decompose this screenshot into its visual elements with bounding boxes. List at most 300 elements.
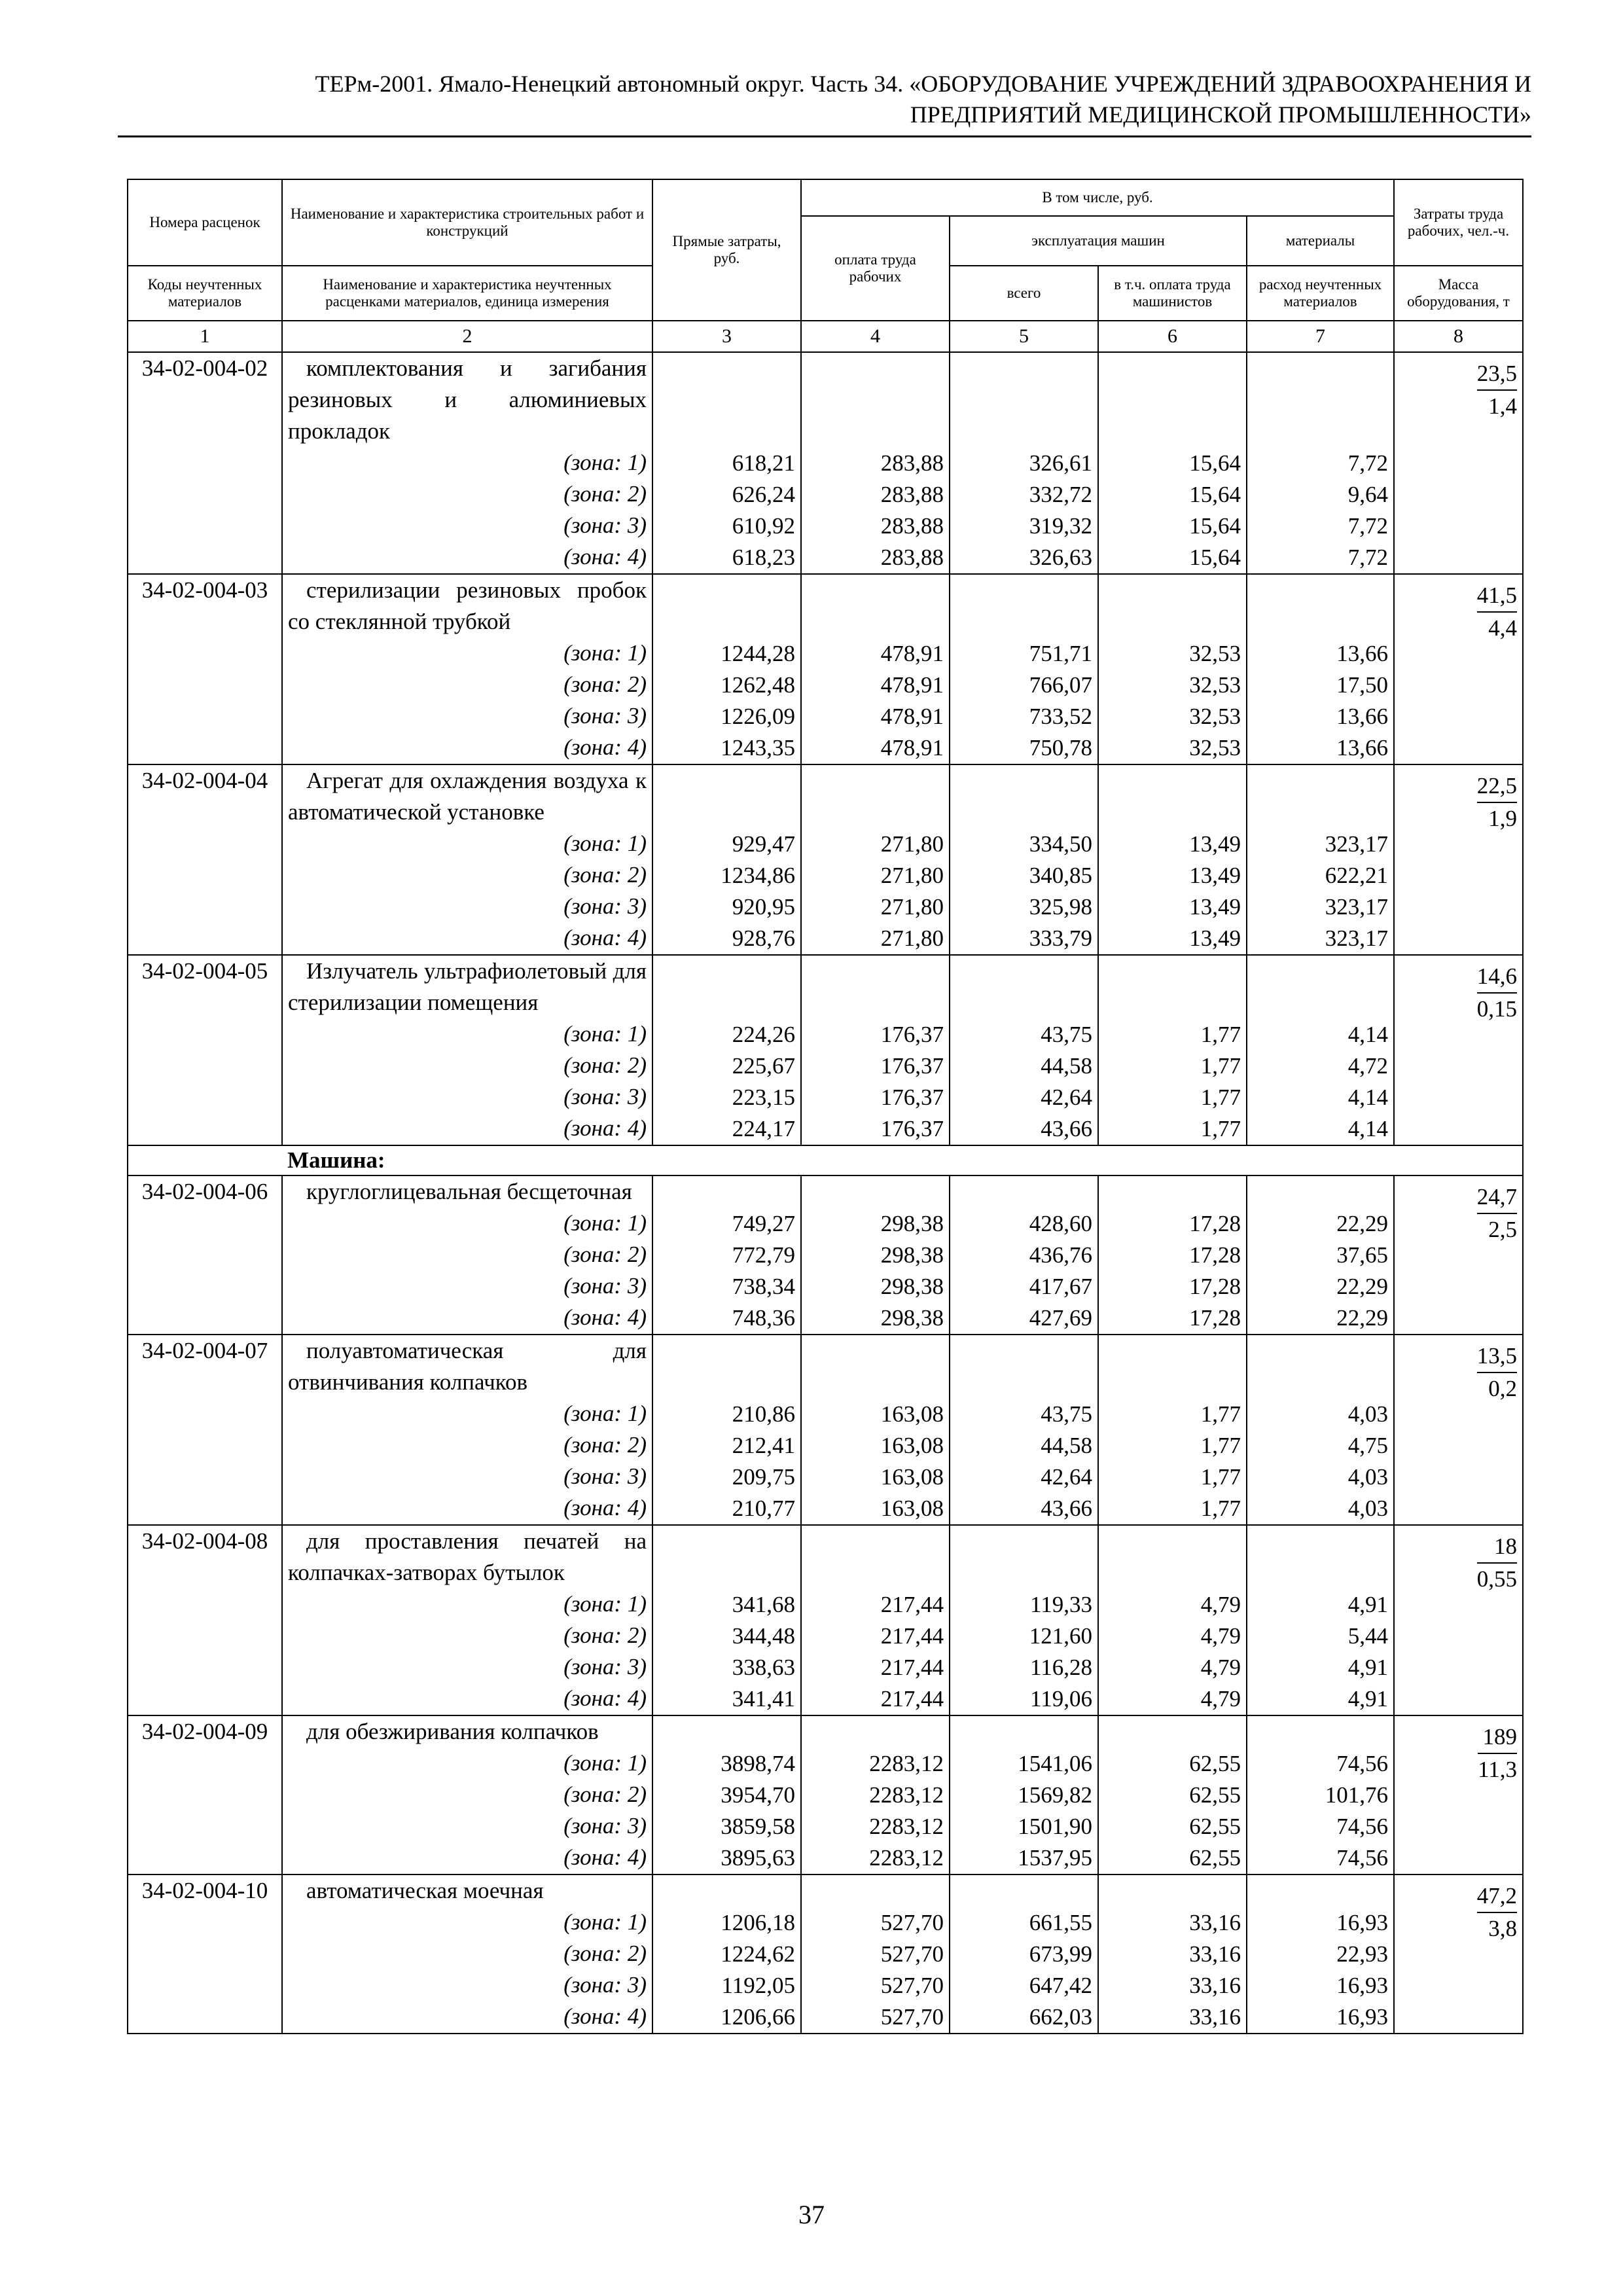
- cell-value: 271,80: [880, 925, 944, 951]
- col-machines: эксплуатация машин: [950, 216, 1247, 266]
- col-num: 7: [1247, 321, 1394, 352]
- cell-value: 340,85: [1029, 863, 1092, 888]
- item-cell: [282, 1335, 652, 1525]
- cell-value: 478,91: [880, 735, 944, 761]
- cell-value: 283,88: [880, 545, 944, 570]
- machinist-pay: [1098, 764, 1247, 955]
- zone-label: (зона: 1): [563, 1021, 647, 1047]
- item-name: автоматическая моечная: [306, 1878, 544, 1903]
- cell-value: 733,52: [1029, 704, 1092, 729]
- table-row: [128, 1715, 1523, 1874]
- cell-value: 13,66: [1336, 704, 1389, 729]
- labor-pay: [801, 1335, 950, 1525]
- cell-value: 1226,09: [721, 704, 795, 729]
- cell-value: 4,91: [1347, 1592, 1389, 1617]
- col-num: 1: [128, 321, 282, 352]
- labor-hours: 14,6: [1477, 961, 1517, 994]
- cell-value: 7,72: [1347, 450, 1389, 476]
- cell-value: 428,60: [1029, 1211, 1092, 1236]
- col-num: 3: [652, 321, 801, 352]
- direct-cost: [652, 955, 801, 1145]
- cell-value: 22,29: [1336, 1305, 1389, 1331]
- cell-value: 323,17: [1325, 925, 1389, 951]
- cell-value: 44,58: [1041, 1053, 1092, 1079]
- cell-value: 478,91: [880, 704, 944, 729]
- cell-value: 119,06: [1030, 1686, 1092, 1712]
- cell-value: 417,67: [1029, 1274, 1092, 1299]
- cell-value: 323,17: [1325, 894, 1389, 920]
- cell-value: 13,66: [1336, 735, 1389, 761]
- cell-value: 119,33: [1030, 1592, 1092, 1617]
- col2-bot: Наименование и характеристика неучтенных расценками материалов, единица измерения: [282, 266, 652, 321]
- cell-value: 766,07: [1029, 672, 1092, 698]
- labor-mass-fraction: [1477, 961, 1517, 1025]
- equipment-mass: 0,2: [1488, 1376, 1518, 1401]
- materials: [1247, 352, 1394, 574]
- zone-label: (зона: 4): [563, 1844, 647, 1870]
- direct-cost: [652, 764, 801, 955]
- cell-value: 7,72: [1347, 545, 1389, 570]
- materials: [1247, 764, 1394, 955]
- zone-label: (зона: 1): [563, 1401, 647, 1426]
- zone-label: (зона: 1): [563, 1750, 647, 1776]
- rate-code: 34-02-004-05: [128, 955, 282, 1145]
- col-num: 5: [950, 321, 1098, 352]
- cell-value: 4,91: [1347, 1686, 1389, 1712]
- cell-value: 74,56: [1336, 1751, 1389, 1776]
- zone-label: (зона: 2): [563, 1623, 647, 1648]
- machine-total: [950, 1874, 1098, 2034]
- cell-value: 62,55: [1189, 1814, 1241, 1839]
- item-name: круглоглицевальная бесщеточная: [306, 1179, 632, 1204]
- cell-value: 16,93: [1336, 2004, 1389, 2030]
- cell-value: 749,27: [732, 1211, 795, 1236]
- labor-hours: 47,2: [1477, 1880, 1517, 1913]
- cell-value: 43,75: [1041, 1401, 1092, 1427]
- labor-pay: [801, 574, 950, 764]
- cell-value: 626,24: [732, 482, 795, 507]
- cell-value: 217,44: [880, 1592, 944, 1617]
- item-cell: [282, 1715, 652, 1874]
- machine-total: [950, 352, 1098, 574]
- cell-value: 224,17: [732, 1116, 795, 1141]
- cell-value: 4,14: [1347, 1085, 1389, 1110]
- cell-value: 37,65: [1336, 1242, 1389, 1268]
- cell-value: 647,42: [1029, 1973, 1092, 1998]
- machinist-pay: [1098, 1175, 1247, 1335]
- machine-total: [950, 574, 1098, 764]
- rate-code: 34-02-004-03: [128, 574, 282, 764]
- cell-value: 4,03: [1347, 1401, 1389, 1427]
- cell-value: 344,48: [732, 1623, 795, 1649]
- cell-value: 738,34: [732, 1274, 795, 1299]
- cell-value: 209,75: [732, 1464, 795, 1490]
- labor-pay: [801, 764, 950, 955]
- cell-value: 527,70: [880, 1941, 944, 1967]
- cell-value: 527,70: [880, 1910, 944, 1935]
- table-row: [128, 574, 1523, 764]
- item-name: полуавтоматическая для отвинчивания колпачков: [288, 1338, 647, 1395]
- cell-value: 3895,63: [721, 1845, 795, 1871]
- cell-value: 928,76: [732, 925, 795, 951]
- zone-label: (зона: 1): [563, 1591, 647, 1617]
- labor-mass-fraction: [1477, 580, 1517, 644]
- page-number: 37: [798, 2200, 825, 2229]
- cell-value: 101,76: [1325, 1782, 1389, 1808]
- cell-value: 74,56: [1336, 1845, 1389, 1871]
- cell-value: 283,88: [880, 482, 944, 507]
- zone-label: (зона: 3): [563, 893, 647, 919]
- cell-value: 17,28: [1189, 1242, 1241, 1268]
- cell-value: 283,88: [880, 513, 944, 539]
- cell-value: 323,17: [1325, 831, 1389, 857]
- cell-value: 4,75: [1347, 1433, 1389, 1458]
- cell-value: 325,98: [1029, 894, 1092, 920]
- cell-value: 210,77: [732, 1496, 795, 1521]
- col-num: 6: [1098, 321, 1247, 352]
- zone-label: (зона: 4): [563, 1685, 647, 1711]
- item-name: Излучатель ультрафиолетовый для стерилизации помещения: [288, 958, 647, 1015]
- materials: [1247, 1715, 1394, 1874]
- machine-total: [950, 1175, 1098, 1335]
- machine-total: [950, 1715, 1098, 1874]
- cell-value: 478,91: [880, 641, 944, 666]
- materials: [1247, 1525, 1394, 1715]
- item-cell: [282, 574, 652, 764]
- labor-mass-cell: [1394, 1175, 1523, 1335]
- cell-value: 298,38: [880, 1274, 944, 1299]
- cell-value: 176,37: [880, 1116, 944, 1141]
- cell-value: 13,66: [1336, 641, 1389, 666]
- cell-value: 929,47: [732, 831, 795, 857]
- zone-label: (зона: 4): [563, 1495, 647, 1520]
- zone-label: (зона: 4): [563, 544, 647, 569]
- zone-label: (зона: 1): [563, 831, 647, 856]
- cell-value: 43,66: [1041, 1116, 1092, 1141]
- cell-value: 2283,12: [869, 1814, 944, 1839]
- cell-value: 618,21: [732, 450, 795, 476]
- labor-mass-cell: [1394, 574, 1523, 764]
- cell-value: 163,08: [880, 1433, 944, 1458]
- machine-total: [950, 764, 1098, 955]
- zone-label: (зона: 2): [563, 1782, 647, 1807]
- section-label: Машина:: [282, 1145, 1523, 1175]
- cell-value: 42,64: [1041, 1085, 1092, 1110]
- zone-label: (зона: 1): [563, 640, 647, 666]
- cell-value: 16,93: [1336, 1910, 1389, 1935]
- cell-value: 622,21: [1325, 863, 1389, 888]
- labor-mass-fraction: [1477, 1880, 1517, 1945]
- cell-value: 1243,35: [721, 735, 795, 761]
- col5: всего: [950, 266, 1098, 321]
- col-incl: В том числе, руб.: [801, 179, 1394, 216]
- cell-value: 1,77: [1200, 1464, 1241, 1490]
- labor-hours: 18: [1477, 1531, 1517, 1564]
- col6: в т.ч. оплата труда машинистов: [1098, 266, 1247, 321]
- col-num: 2: [282, 321, 652, 352]
- col-num: 4: [801, 321, 950, 352]
- labor-mass-cell: [1394, 764, 1523, 955]
- equipment-mass: 0,55: [1476, 1566, 1518, 1592]
- rate-code: 34-02-004-07: [128, 1335, 282, 1525]
- cell-value: 13,49: [1189, 894, 1241, 920]
- cell-value: 1,77: [1200, 1496, 1241, 1521]
- labor-pay: [801, 1525, 950, 1715]
- item-cell: [282, 1874, 652, 2034]
- col7: расход неучтенных материалов: [1247, 266, 1394, 321]
- cell-value: 176,37: [880, 1053, 944, 1079]
- table-row: [128, 352, 1523, 574]
- col3: Прямые затраты, руб.: [652, 179, 801, 321]
- cell-value: 1,77: [1200, 1116, 1241, 1141]
- zone-label: (зона: 3): [563, 1084, 647, 1109]
- cell-value: 121,60: [1029, 1623, 1092, 1649]
- cell-value: 217,44: [880, 1655, 944, 1680]
- cell-value: 62,55: [1189, 1845, 1241, 1871]
- direct-cost: [652, 1335, 801, 1525]
- machinist-pay: [1098, 352, 1247, 574]
- zone-label: (зона: 4): [563, 1115, 647, 1141]
- rate-code: 34-02-004-06: [128, 1175, 282, 1335]
- zone-label: (зона: 1): [563, 1909, 647, 1935]
- cell-value: 341,41: [732, 1686, 795, 1712]
- cell-value: 751,71: [1029, 641, 1092, 666]
- cell-value: 223,15: [732, 1085, 795, 1110]
- cell-value: 662,03: [1029, 2004, 1092, 2030]
- cell-value: 610,92: [732, 513, 795, 539]
- labor-mass-cell: [1394, 1335, 1523, 1525]
- cell-value: 176,37: [880, 1022, 944, 1047]
- direct-cost: [652, 574, 801, 764]
- col1-bot: Коды неучтенных материалов: [128, 266, 282, 321]
- cell-value: 32,53: [1189, 672, 1241, 698]
- cell-value: 62,55: [1189, 1751, 1241, 1776]
- labor-mass-fraction: [1477, 1181, 1517, 1246]
- cell-value: 748,36: [732, 1305, 795, 1331]
- cell-value: 3954,70: [721, 1782, 795, 1808]
- cell-value: 326,61: [1029, 450, 1092, 476]
- labor-mass-cell: [1394, 352, 1523, 574]
- cell-value: 74,56: [1336, 1814, 1389, 1839]
- col4: оплата труда рабочих: [801, 216, 950, 321]
- labor-mass-fraction: [1477, 770, 1517, 834]
- cell-value: 210,86: [732, 1401, 795, 1427]
- cell-value: 163,08: [880, 1464, 944, 1490]
- rate-code: 34-02-004-08: [128, 1525, 282, 1715]
- col8-bot: Масса оборудования, т: [1394, 266, 1523, 321]
- zone-label: (зона: 4): [563, 734, 647, 760]
- cell-value: 16,93: [1336, 1973, 1389, 1998]
- cell-value: 298,38: [880, 1242, 944, 1268]
- cell-value: 1262,48: [721, 672, 795, 698]
- zone-label: (зона: 4): [563, 925, 647, 950]
- materials: [1247, 955, 1394, 1145]
- cell-value: 32,53: [1189, 704, 1241, 729]
- cell-value: 1,77: [1200, 1022, 1241, 1047]
- cell-value: 15,64: [1189, 545, 1241, 570]
- item-cell: [282, 352, 652, 574]
- cell-value: 4,14: [1347, 1116, 1389, 1141]
- cell-value: 1,77: [1200, 1433, 1241, 1458]
- cell-value: 271,80: [880, 863, 944, 888]
- cell-value: 298,38: [880, 1211, 944, 1236]
- cell-value: 5,44: [1347, 1623, 1389, 1649]
- cell-value: 33,16: [1189, 1973, 1241, 1998]
- cell-value: 212,41: [732, 1433, 795, 1458]
- labor-hours: 22,5: [1477, 770, 1517, 803]
- cell-value: 750,78: [1029, 735, 1092, 761]
- labor-hours: 41,5: [1477, 580, 1517, 613]
- machinist-pay: [1098, 955, 1247, 1145]
- labor-mass-fraction: [1477, 1531, 1517, 1595]
- cell-value: 15,64: [1189, 482, 1241, 507]
- cell-value: 32,53: [1189, 641, 1241, 666]
- item-name: комплектования и загибания резиновых и алюминиевых прокладок: [288, 355, 647, 444]
- cell-value: 3859,58: [721, 1814, 795, 1839]
- page-header: [118, 69, 1531, 137]
- labor-pay: [801, 955, 950, 1145]
- labor-hours: 13,5: [1477, 1340, 1517, 1373]
- direct-cost: [652, 1874, 801, 2034]
- cell-value: 116,28: [1030, 1655, 1092, 1680]
- cell-value: 1234,86: [721, 863, 795, 888]
- cell-value: 618,23: [732, 545, 795, 570]
- cell-value: 661,55: [1029, 1910, 1092, 1935]
- cell-value: 22,93: [1336, 1941, 1389, 1967]
- cell-value: 13,49: [1189, 863, 1241, 888]
- cell-value: 1192,05: [721, 1973, 795, 1998]
- cell-value: 4,03: [1347, 1496, 1389, 1521]
- cell-value: 62,55: [1189, 1782, 1241, 1808]
- cell-value: 478,91: [880, 672, 944, 698]
- zone-label: (зона: 1): [563, 450, 647, 475]
- cell-value: 527,70: [880, 1973, 944, 1998]
- cell-value: 3898,74: [721, 1751, 795, 1776]
- cell-value: 326,63: [1029, 545, 1092, 570]
- cell-value: 2283,12: [869, 1845, 944, 1871]
- cell-value: 1501,90: [1018, 1814, 1092, 1839]
- machine-total: [950, 955, 1098, 1145]
- zone-label: (зона: 2): [563, 862, 647, 888]
- cell-value: 32,53: [1189, 735, 1241, 761]
- cell-value: 1541,06: [1018, 1751, 1092, 1776]
- cell-value: 338,63: [732, 1655, 795, 1680]
- zone-label: (зона: 3): [563, 1463, 647, 1489]
- cell-value: 271,80: [880, 831, 944, 857]
- cell-value: 224,26: [732, 1022, 795, 1047]
- cell-value: 44,58: [1041, 1433, 1092, 1458]
- cell-value: 2283,12: [869, 1751, 944, 1776]
- cell-value: 271,80: [880, 894, 944, 920]
- direct-cost: [652, 352, 801, 574]
- zone-label: (зона: 3): [563, 1273, 647, 1299]
- cell-value: 2283,12: [869, 1782, 944, 1808]
- cell-value: 1,77: [1200, 1085, 1241, 1110]
- equipment-mass: 1,9: [1488, 806, 1518, 831]
- table-row: [128, 1874, 1523, 2034]
- cell-value: 43,66: [1041, 1496, 1092, 1521]
- cell-value: 17,50: [1336, 672, 1389, 698]
- cell-value: 332,72: [1029, 482, 1092, 507]
- cell-value: 4,79: [1200, 1686, 1241, 1712]
- cell-value: 283,88: [880, 450, 944, 476]
- item-name: стерилизации резиновых пробок со стеклянной трубкой: [288, 577, 647, 634]
- equipment-mass: 2,5: [1488, 1217, 1518, 1242]
- table-row: [128, 1175, 1523, 1335]
- rate-code: 34-02-004-10: [128, 1874, 282, 2034]
- cell-value: 225,67: [732, 1053, 795, 1079]
- cell-value: 7,72: [1347, 513, 1389, 539]
- labor-mass-cell: [1394, 955, 1523, 1145]
- item-cell: [282, 1175, 652, 1335]
- machinist-pay: [1098, 1335, 1247, 1525]
- cell-value: 427,69: [1029, 1305, 1092, 1331]
- zone-label: (зона: 4): [563, 1304, 647, 1330]
- cell-value: 4,79: [1200, 1592, 1241, 1617]
- cell-value: 920,95: [732, 894, 795, 920]
- cell-value: 17,28: [1189, 1274, 1241, 1299]
- zone-label: (зона: 3): [563, 703, 647, 728]
- cell-value: 163,08: [880, 1401, 944, 1427]
- cell-value: 217,44: [880, 1686, 944, 1712]
- cell-value: 4,03: [1347, 1464, 1389, 1490]
- labor-pay: [801, 1175, 950, 1335]
- col8-top: Затраты труда рабочих, чел.-ч.: [1394, 179, 1523, 266]
- labor-mass-cell: [1394, 1874, 1523, 2034]
- table-row: [128, 1335, 1523, 1525]
- equipment-mass: 4,4: [1488, 615, 1518, 641]
- cell-value: 15,64: [1189, 513, 1241, 539]
- equipment-mass: 11,3: [1478, 1757, 1518, 1782]
- direct-cost: [652, 1175, 801, 1335]
- header-line-2: ПРЕДПРИЯТИЙ МЕДИЦИНСКОЙ ПРОМЫШЛЕННОСТИ»: [910, 101, 1531, 128]
- labor-hours: 189: [1478, 1721, 1517, 1754]
- cell-value: 17,28: [1189, 1211, 1241, 1236]
- cell-value: 298,38: [880, 1305, 944, 1331]
- cell-value: 341,68: [732, 1592, 795, 1617]
- materials: [1247, 574, 1394, 764]
- cell-value: 22,29: [1336, 1274, 1389, 1299]
- zone-label: (зона: 2): [563, 1432, 647, 1458]
- labor-mass-fraction: [1477, 358, 1517, 422]
- item-name: Агрегат для охлаждения воздуха к автоматической установке: [288, 768, 647, 825]
- cell-value: 436,76: [1029, 1242, 1092, 1268]
- cell-value: 1,77: [1200, 1401, 1241, 1427]
- cell-value: 9,64: [1347, 482, 1389, 507]
- cell-value: 22,29: [1336, 1211, 1389, 1236]
- cell-value: 1206,66: [721, 2004, 795, 2030]
- zone-label: (зона: 2): [563, 672, 647, 697]
- cell-value: 4,72: [1347, 1053, 1389, 1079]
- item-cell: [282, 1525, 652, 1715]
- materials: [1247, 1175, 1394, 1335]
- cell-value: 1537,95: [1018, 1845, 1092, 1871]
- cell-value: 772,79: [732, 1242, 795, 1268]
- col1-top: Номера расценок: [128, 179, 282, 266]
- zone-label: (зона: 2): [563, 481, 647, 507]
- materials: [1247, 1335, 1394, 1525]
- zone-label: (зона: 3): [563, 1654, 647, 1679]
- cell-value: 33,16: [1189, 2004, 1241, 2030]
- machine-total: [950, 1335, 1098, 1525]
- cell-value: 13,49: [1189, 925, 1241, 951]
- cell-value: 4,79: [1200, 1655, 1241, 1680]
- zone-label: (зона: 2): [563, 1242, 647, 1267]
- cell-value: 4,91: [1347, 1655, 1389, 1680]
- cell-value: 42,64: [1041, 1464, 1092, 1490]
- cell-value: 43,75: [1041, 1022, 1092, 1047]
- labor-mass-cell: [1394, 1715, 1523, 1874]
